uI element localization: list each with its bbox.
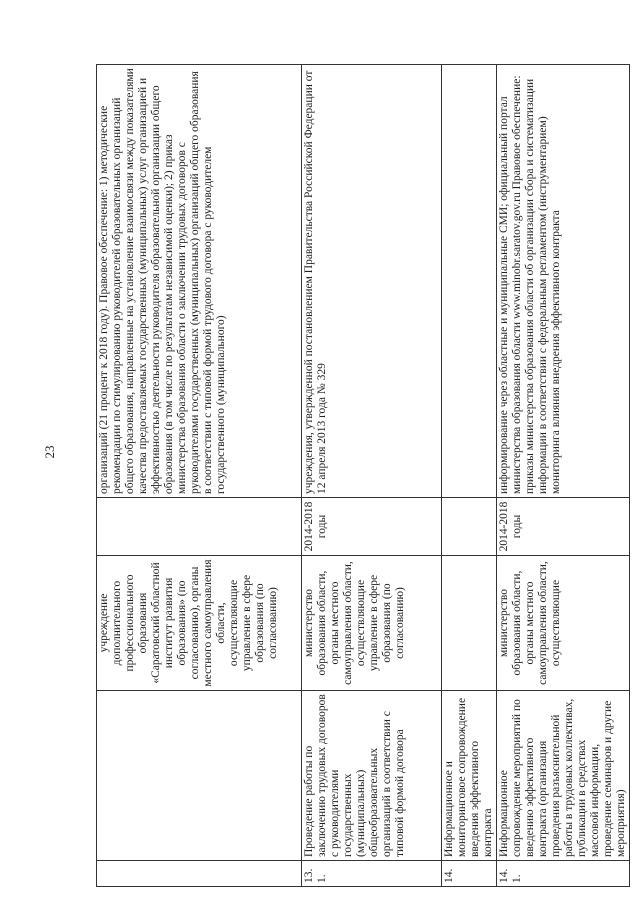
event-cell: Информационное и мониторинговое сопровождение введения эффективного контракта xyxy=(442,691,497,861)
result-cell xyxy=(442,65,497,498)
plan-table xyxy=(96,64,630,887)
row-number-cell: 14. xyxy=(442,861,497,887)
result-cell: учреждения, утвержденной постановлением Правительства Российской Федерации от 12 апреля 2013 года № 329 xyxy=(302,65,442,498)
period-cell xyxy=(442,498,497,556)
row-number-cell: 13.1. xyxy=(302,861,442,887)
row-number-cell: 14.1. xyxy=(497,861,630,887)
period-cell: 2014-2018 годы xyxy=(497,498,630,556)
event-cell: Информационное сопровождение мероприятий по введению эффективного контракта (организация проведения разъяснительной работы в трудовых коллективах, публикации в средствах массовой информации, проведение семинаров и другие мероприятия) xyxy=(497,691,630,861)
result-cell: информирование через областные и муниципальные СМИ; официальный портал министерства образования области www.minobr.saratov.gov.ru Правовое обеспечение: приказы министерства образования области об организации сбора и систематизации информации в соответствии с федеральным регламентом (инструментарием) мониторинга влияния внедрения эффективного контракта xyxy=(497,65,630,498)
table-row xyxy=(442,65,497,887)
table-row xyxy=(497,65,630,887)
result-cell: организаций (21 процент к 2018 году). Правовое обеспечение: 1) методические рекомендации по стимулированию руководителей образовательных организаций общего образования, направленные на установление взаимосвязи между показателями качества предоставляемых государственных (муниципальных) услуг организацией и эффективностью деятельности руководителя образовательной организации общего образования (в том числе по результатам независимой оценки); 2) приказ министерства образования области о заключении трудовых договоров с руководителями государственных (муниципальных) организаций общего образования в соответствии с типовой формой трудового договора с руководителем государственного (муниципального) xyxy=(97,65,302,498)
period-cell: 2014-2018 годы xyxy=(302,498,442,556)
period-cell xyxy=(97,498,302,556)
responsible-cell: министерство образования области, органы местного самоуправления области, осуществляющие xyxy=(497,556,630,691)
page-number: 23 xyxy=(42,445,57,459)
row-number-cell xyxy=(97,861,302,887)
event-cell xyxy=(97,691,302,861)
responsible-cell: учреждение дополнительного профессионального образования «Саратовский областной институт развития образования» (по согласованию), органы местного самоуправления области, осуществляющие управление в сфере образования (по согласованию) xyxy=(97,556,302,691)
responsible-cell xyxy=(442,556,497,691)
rotated-table-wrapper xyxy=(96,65,627,887)
table-row xyxy=(302,65,442,887)
responsible-cell: министерство образования области, органы местного самоуправления области, осуществляющие управление в сфере образования (по согласованию) xyxy=(302,556,442,691)
table-row xyxy=(97,65,302,887)
event-cell: Проведение работы по заключению трудовых договоров с руководителями государственных (муниципальных) общеобразовательных организаций в соответствии с типовой формой договора xyxy=(302,691,442,861)
